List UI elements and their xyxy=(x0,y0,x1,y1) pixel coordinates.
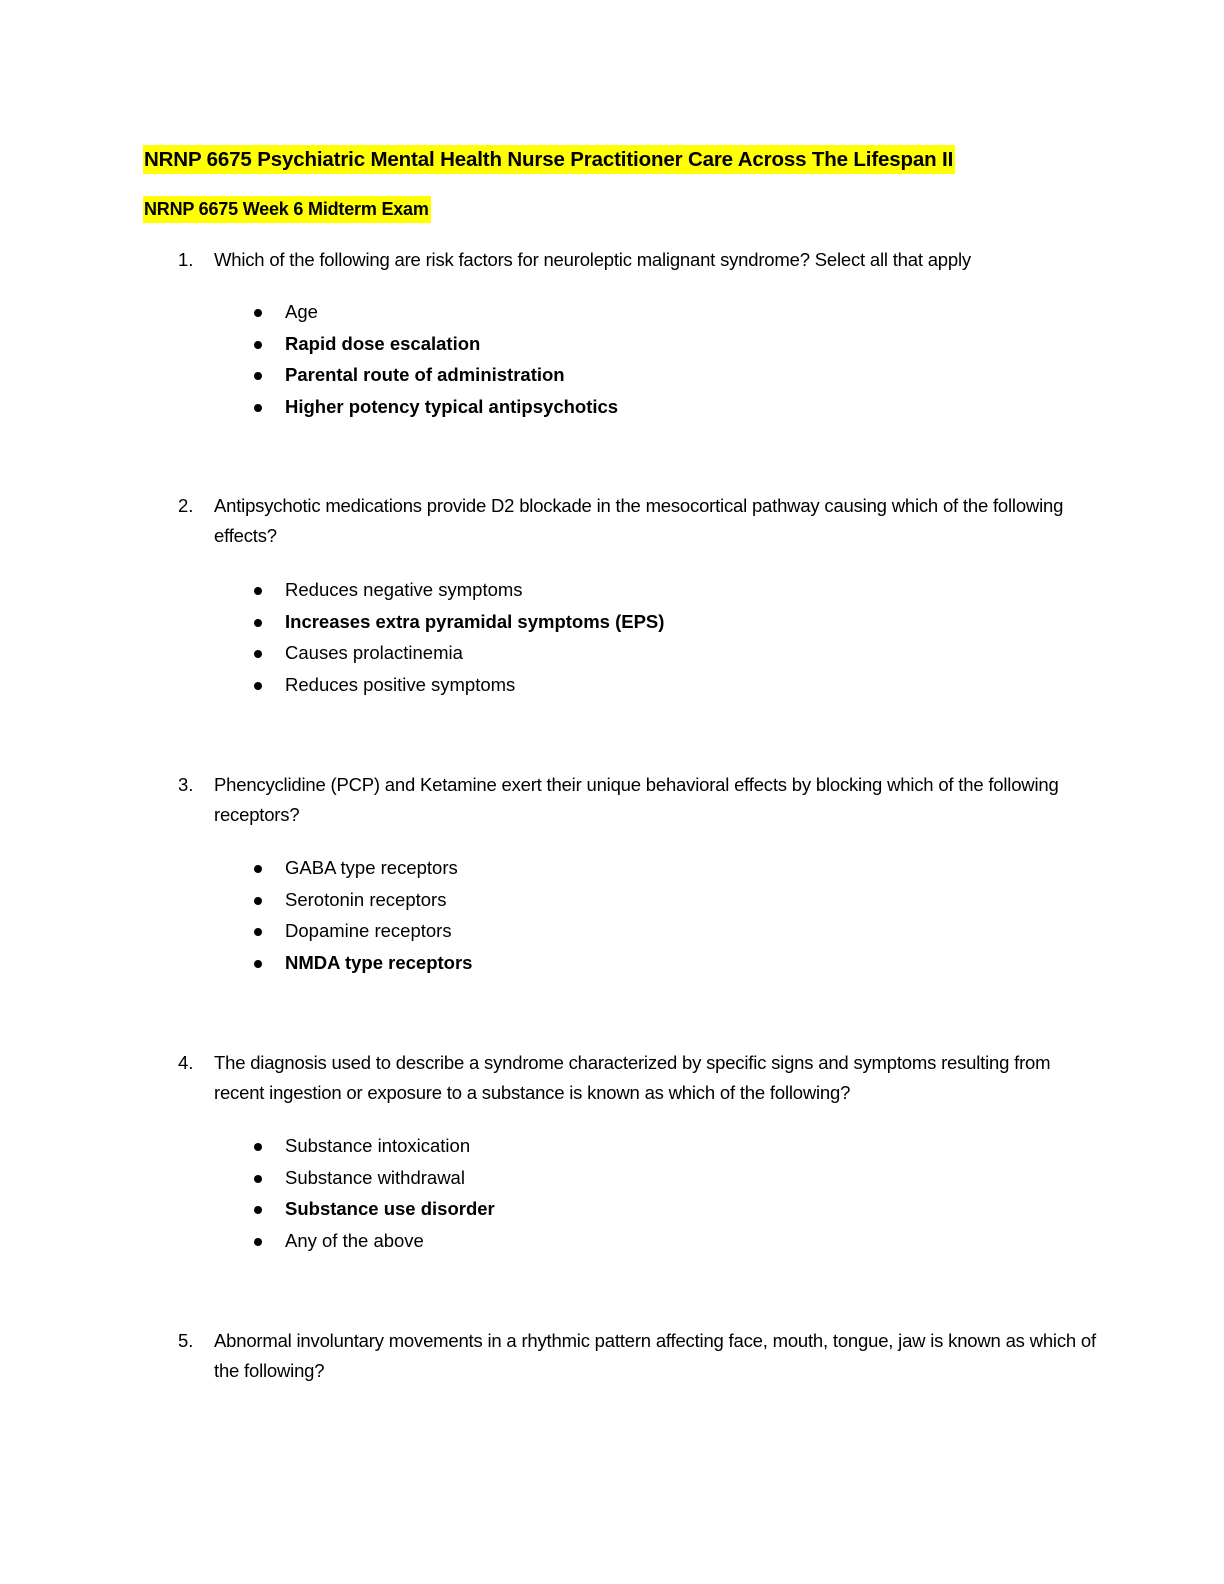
question-text: Phencyclidine (PCP) and Ketamine exert their unique behavioral effects by blocking which of the following receptors? xyxy=(214,774,1059,825)
answer-option-label: Dopamine receptors xyxy=(285,920,452,941)
answer-option xyxy=(250,852,1050,884)
answer-option-label: Any of the above xyxy=(285,1229,424,1251)
bullet-icon xyxy=(254,1238,262,1246)
bullet-icon xyxy=(254,341,262,349)
question-number: 2. xyxy=(178,495,194,516)
question-text: Antipsychotic medications provide D2 blockade in the mesocortical pathway causing which of the following effects? xyxy=(214,495,1064,546)
question-3 xyxy=(178,770,1098,830)
answer-option-label: Rapid dose escalation xyxy=(285,332,481,354)
answer-option xyxy=(250,1130,1050,1162)
bullet-icon xyxy=(254,1143,262,1151)
answer-option-label: Reduces negative symptoms xyxy=(285,579,523,600)
answer-option xyxy=(250,915,1050,947)
question-5 xyxy=(178,1326,1098,1386)
answer-option-label: Reduces positive symptoms xyxy=(285,673,516,695)
bullet-icon xyxy=(254,372,262,380)
answer-option-correct xyxy=(250,1193,1050,1225)
answer-option xyxy=(250,1162,1050,1194)
bullet-icon xyxy=(254,309,262,317)
answer-option-label: Substance intoxication xyxy=(285,1135,471,1156)
question-number: 3. xyxy=(178,774,194,795)
answer-option-label: NMDA type receptors xyxy=(285,951,473,973)
question-text: Which of the following are risk factors for neuroleptic malignant syndrome? Select all that apply xyxy=(214,249,971,270)
answer-options-1 xyxy=(250,296,1050,422)
answer-option-label: Higher potency typical antipsychotics xyxy=(285,395,619,417)
answer-option-label: Substance withdrawal xyxy=(285,1166,465,1188)
answer-option xyxy=(250,669,1050,701)
answer-option-label: Increases extra pyramidal symptoms (EPS) xyxy=(285,610,665,632)
bullet-icon xyxy=(254,650,262,658)
bullet-icon xyxy=(254,587,262,595)
question-4 xyxy=(178,1048,1098,1108)
answer-option-correct xyxy=(250,328,1050,360)
bullet-icon xyxy=(254,928,262,936)
answer-option-label: GABA type receptors xyxy=(285,857,458,878)
bullet-icon xyxy=(254,682,262,690)
document-subtitle: NRNP 6675 Week 6 Midterm Exam xyxy=(143,196,431,223)
answer-options-3 xyxy=(250,852,1050,978)
bullet-icon xyxy=(254,404,262,412)
answer-option xyxy=(250,574,1050,606)
question-2 xyxy=(178,491,1098,551)
bullet-icon xyxy=(254,1175,262,1183)
answer-option-label: Age xyxy=(285,301,318,322)
answer-option-correct xyxy=(250,947,1050,979)
answer-option-label: Serotonin receptors xyxy=(285,888,447,910)
bullet-icon xyxy=(254,865,262,873)
answer-option-label: Parental route of administration xyxy=(285,364,565,385)
answer-option-label: Substance use disorder xyxy=(285,1198,495,1219)
answer-option-correct xyxy=(250,359,1050,391)
question-text: Abnormal involuntary movements in a rhythmic pattern affecting face, mouth, tongue, jaw is known as which of the following? xyxy=(214,1330,1096,1381)
question-number: 4. xyxy=(178,1052,194,1073)
answer-option-correct xyxy=(250,606,1050,638)
question-number: 1. xyxy=(178,249,194,270)
document-title: NRNP 6675 Psychiatric Mental Health Nurse Practitioner Care Across The Lifespan II xyxy=(143,145,955,174)
answer-option xyxy=(250,637,1050,669)
bullet-icon xyxy=(254,619,262,627)
answer-options-2 xyxy=(250,574,1050,700)
answer-option-correct xyxy=(250,391,1050,423)
bullet-icon xyxy=(254,960,262,968)
question-number: 5. xyxy=(178,1330,194,1351)
bullet-icon xyxy=(254,897,262,905)
answer-option-label: Causes prolactinemia xyxy=(285,642,463,663)
answer-options-4 xyxy=(250,1130,1050,1256)
bullet-icon xyxy=(254,1206,262,1214)
question-1 xyxy=(178,245,1098,275)
answer-option xyxy=(250,1225,1050,1257)
answer-option xyxy=(250,884,1050,916)
question-text: The diagnosis used to describe a syndrome characterized by specific signs and symptoms resulting from recent ingestion or exposure to a substance is known as which of the following? xyxy=(214,1052,1051,1103)
answer-option xyxy=(250,296,1050,328)
